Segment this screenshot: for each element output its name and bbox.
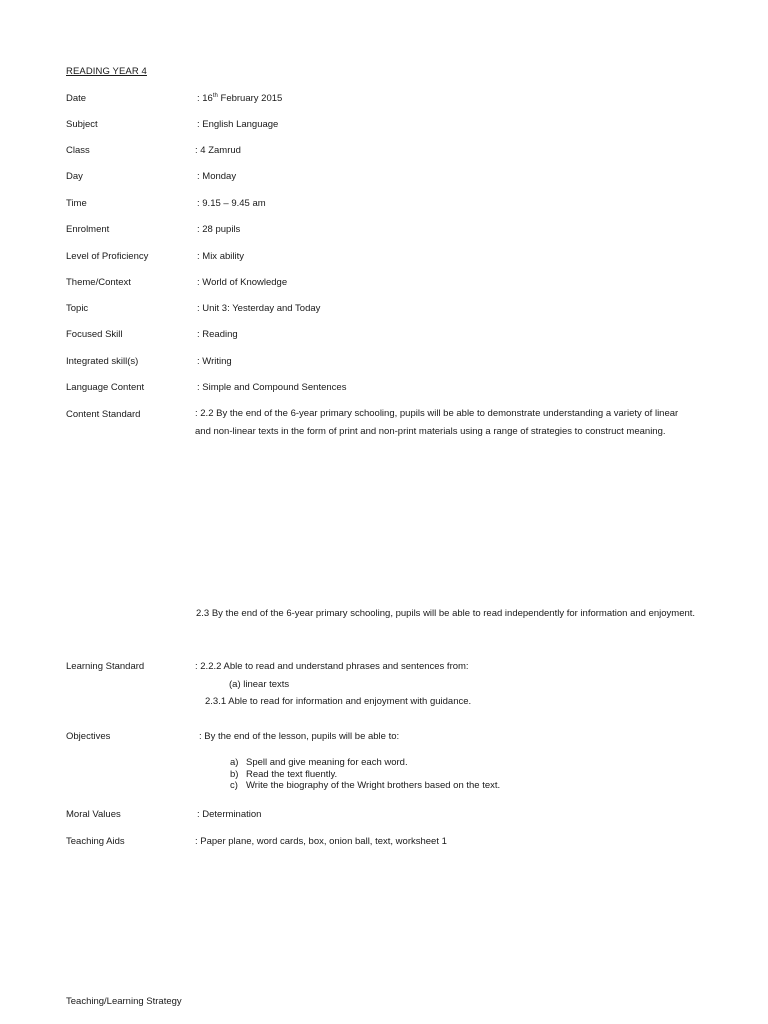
day-label: Day <box>66 171 83 182</box>
focused-skill-label: Focused Skill <box>66 329 123 340</box>
proficiency-value: : Mix ability <box>197 251 244 262</box>
document-title: READING YEAR 4 <box>66 66 147 77</box>
date-prefix: : 16 <box>197 93 213 104</box>
objective-marker: a) <box>230 757 239 768</box>
subject-value: : English Language <box>197 119 279 130</box>
time-value: : 9.15 – 9.45 am <box>197 198 266 209</box>
objectives-label: Objectives <box>66 731 111 742</box>
objective-item <box>230 757 500 769</box>
language-content-value: : Simple and Compound Sentences <box>197 382 347 393</box>
learning-standard-label: Learning Standard <box>66 661 145 672</box>
objective-marker: c) <box>230 780 238 791</box>
integrated-skill-value: : Writing <box>197 356 232 367</box>
objectives-intro: : By the end of the lesson, pupils will be able to: <box>199 731 400 742</box>
teaching-aids-value: : Paper plane, word cards, box, onion ball, text, worksheet 1 <box>195 836 447 847</box>
proficiency-label: Level of Proficiency <box>66 251 149 262</box>
objective-item <box>230 780 500 792</box>
date-ordinal: th <box>212 92 218 99</box>
objective-text: Write the biography of the Wright brothers based on the text. <box>246 780 501 791</box>
date-value <box>197 93 282 104</box>
topic-label: Topic <box>66 303 89 314</box>
objective-item <box>230 769 500 781</box>
enrolment-label: Enrolment <box>66 224 110 235</box>
moral-values-label: Moral Values <box>66 809 121 820</box>
language-content-label: Language Content <box>66 382 145 393</box>
objective-text: Spell and give meaning for each word. <box>246 757 408 768</box>
content-standard-label: Content Standard <box>66 409 141 420</box>
objective-marker: b) <box>230 768 239 780</box>
objectives-list <box>230 757 500 792</box>
day-value: : Monday <box>197 171 237 182</box>
theme-label: Theme/Context <box>66 277 131 288</box>
objective-text: Read the text fluently. <box>246 768 338 780</box>
topic-value: : Unit 3: Yesterday and Today <box>197 303 321 314</box>
content-standard-text-1: : 2.2 By the end of the 6-year primary schooling, pupils will be able to demonstrate understanding a variety of linear and non-linear texts in the form of print and non-print materials using a range of strategies to construct meaning. <box>195 408 679 437</box>
enrolment-value: : 28 pupils <box>197 224 241 235</box>
date-label: Date <box>66 93 87 104</box>
learning-standard-line-1: : 2.2.2 Able to read and understand phrases and sentences from: <box>195 661 469 672</box>
teaching-aids-label: Teaching Aids <box>66 836 125 847</box>
moral-values-value: : Determination <box>197 809 262 820</box>
integrated-skill-label: Integrated skill(s) <box>66 356 139 367</box>
learning-standard-line-2: (a) linear texts <box>229 679 290 690</box>
learning-standard-line-3: 2.3.1 Able to read for information and enjoyment with guidance. <box>205 696 472 707</box>
time-label: Time <box>66 198 87 209</box>
focused-skill-value: : Reading <box>197 329 238 340</box>
class-label: Class <box>66 145 90 156</box>
subject-label: Subject <box>66 119 98 130</box>
theme-value: : World of Knowledge <box>197 277 288 288</box>
content-standard-text-2: 2.3 By the end of the 6-year primary schooling, pupils will be able to read independently for information and enjoyment. <box>196 608 696 619</box>
class-value: : 4 Zamrud <box>195 145 241 156</box>
strategy-heading: Teaching/Learning Strategy <box>66 996 182 1007</box>
date-suffix: February 2015 <box>217 93 283 104</box>
